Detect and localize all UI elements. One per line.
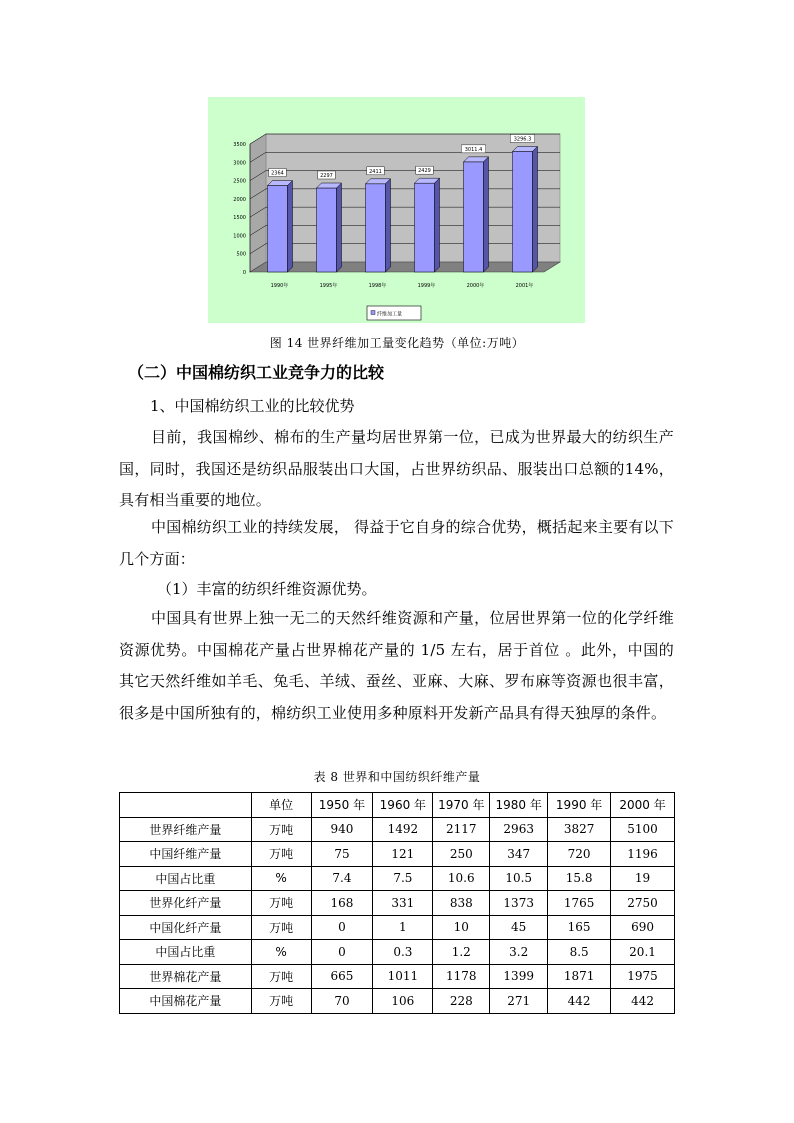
table-cell: 19	[611, 866, 675, 891]
x-tick-label: 1999年	[417, 283, 436, 289]
table-cell: 万吨	[251, 842, 311, 867]
table-cell: %	[251, 866, 311, 891]
table-row-label: 中国占比重	[120, 866, 252, 891]
table-row	[120, 989, 675, 1014]
table-row-label: 中国化纤产量	[120, 915, 252, 940]
table-header-cell: 1950 年	[311, 793, 373, 818]
table-header-cell: 1970 年	[433, 793, 490, 818]
table-cell: 106	[373, 989, 433, 1014]
table-cell: 10	[433, 915, 490, 940]
table-row-label: 世界棉花产量	[120, 964, 252, 989]
bar-side	[386, 179, 391, 272]
table-header-cell: 1980 年	[490, 793, 548, 818]
x-tick-label: 2001年	[515, 283, 534, 289]
table-cell: 347	[490, 842, 548, 867]
table-header-cell: 1960 年	[373, 793, 433, 818]
paragraph-1: 目前，我国棉纱、棉布的生产量均居世界第一位，已成为世界最大的纺织生产国，同时，我国还是纺织品服装出口大国，占世界纺织品、服装出口总额的14%，具有相当重要的地位。	[119, 428, 674, 509]
table-header-row	[120, 793, 675, 818]
paragraph-3: 中国具有世界上独一无二的天然纤维资源和产量，位居世界第一位的化学纤维资源优势。中国棉花产量占世界棉花产量的 1/5 左右，居于首位 。此外，中国的其它天然纤维如羊毛、兔毛、羊绒、蚕丝、亚麻、大麻、罗布麻等资源也很丰富，很多是中国所独有的，棉纺织工业使用多种原料开发新产品具有得天独厚的条件。	[119, 609, 674, 722]
table-cell: 20.1	[611, 940, 675, 965]
bar-front	[366, 184, 386, 272]
table-cell: 45	[490, 915, 548, 940]
legend-swatch	[371, 311, 375, 315]
table-cell: 万吨	[251, 817, 311, 842]
value-label: 3296.3	[513, 136, 532, 143]
bar-front	[415, 183, 435, 272]
bar-front	[464, 162, 484, 272]
table-caption: 表 8 世界和中国纺织纤维产量	[313, 770, 481, 784]
table-row	[120, 940, 675, 965]
bar-side	[435, 178, 440, 272]
bar	[268, 181, 293, 272]
table-header-cell: 单位	[251, 793, 311, 818]
bar	[513, 146, 538, 272]
table-cell: 万吨	[251, 964, 311, 989]
table-cell: 665	[311, 964, 373, 989]
table-cell: 万吨	[251, 891, 311, 916]
plot-side-wall	[250, 134, 266, 272]
table-cell: 331	[373, 891, 433, 916]
table-cell: 8.5	[548, 940, 611, 965]
table-cell: 75	[311, 842, 373, 867]
table-cell: 7.4	[311, 866, 373, 891]
table-cell: 2117	[433, 817, 490, 842]
table-cell: 442	[611, 989, 675, 1014]
value-label: 2297	[320, 172, 333, 179]
table-cell: 1011	[373, 964, 433, 989]
legend-label: 纤维加工量	[377, 311, 403, 318]
table-cell: 121	[373, 842, 433, 867]
bar-front	[317, 188, 337, 272]
table-row-label: 世界化纤产量	[120, 891, 252, 916]
table-cell: 228	[433, 989, 490, 1014]
chart-legend	[367, 306, 421, 320]
table-cell: 1765	[548, 891, 611, 916]
table-cell: 3827	[548, 817, 611, 842]
value-label: 2364	[271, 170, 284, 177]
table-header-cell	[120, 793, 252, 818]
x-tick-label: 1998年	[368, 283, 387, 289]
table-cell: 7.5	[373, 866, 433, 891]
fiber-production-table	[119, 792, 675, 1014]
table-cell: 3.2	[490, 940, 548, 965]
table-cell: 15.8	[548, 866, 611, 891]
table-cell: 1196	[611, 842, 675, 867]
bar-front	[513, 151, 533, 272]
table-cell: 1871	[548, 964, 611, 989]
table-row	[120, 842, 675, 867]
table-row-label: 中国纤维产量	[120, 842, 252, 867]
table-row	[120, 964, 675, 989]
table-row	[120, 817, 675, 842]
table-cell: 1399	[490, 964, 548, 989]
table-cell: %	[251, 940, 311, 965]
table-cell: 271	[490, 989, 548, 1014]
table-cell: 万吨	[251, 989, 311, 1014]
table-cell: 10.6	[433, 866, 490, 891]
table-body	[120, 793, 675, 1014]
table-row	[120, 891, 675, 916]
value-label: 2411	[369, 168, 382, 175]
table-row-label: 世界纤维产量	[120, 817, 252, 842]
value-label: 2429	[418, 168, 431, 175]
table-cell: 0	[311, 940, 373, 965]
table-row-label: 中国占比重	[120, 940, 252, 965]
x-tick-label: 1995年	[319, 283, 338, 289]
table-cell: 5100	[611, 817, 675, 842]
table-cell: 1975	[611, 964, 675, 989]
table-cell: 70	[311, 989, 373, 1014]
table-cell: 1492	[373, 817, 433, 842]
y-tick-label: 3000	[233, 160, 246, 167]
y-tick-label: 500	[236, 251, 246, 258]
table-cell: 10.5	[490, 866, 548, 891]
bar	[415, 178, 440, 272]
x-tick-label: 1990年	[270, 283, 289, 289]
table-cell: 2963	[490, 817, 548, 842]
table-cell: 940	[311, 817, 373, 842]
table-cell: 442	[548, 989, 611, 1014]
x-tick-label: 2000年	[466, 283, 485, 289]
figure-caption: 图 14 世界纤维加工量变化趋势（单位:万吨）	[269, 336, 525, 350]
value-label: 3011.4	[464, 146, 483, 153]
table-cell: 0	[311, 915, 373, 940]
list-item-1: （1）丰富的纺织纤维资源优势。	[157, 580, 377, 598]
table-cell: 690	[611, 915, 675, 940]
table-cell: 0.3	[373, 940, 433, 965]
paragraph-2: 中国棉纺织工业的持续发展， 得益于它自身的综合优势，概括起来主要有以下几个方面：	[119, 518, 674, 568]
bar-side	[484, 157, 489, 272]
table-cell: 1373	[490, 891, 548, 916]
table-header-cell: 2000 年	[611, 793, 675, 818]
y-tick-label: 1500	[233, 215, 246, 222]
y-tick-label: 2000	[233, 196, 246, 203]
table-cell: 720	[548, 842, 611, 867]
y-tick-label: 1000	[233, 233, 246, 240]
table-row	[120, 866, 675, 891]
bar	[464, 157, 489, 272]
section-heading: （二）中国棉纺织工业竞争力的比较	[128, 363, 385, 382]
chart-svg	[208, 97, 585, 323]
bar-side	[533, 146, 538, 272]
table-cell: 168	[311, 891, 373, 916]
y-tick-label: 0	[242, 270, 246, 276]
table-cell: 165	[548, 915, 611, 940]
table-cell: 1	[373, 915, 433, 940]
table-cell: 1.2	[433, 940, 490, 965]
bar-side	[288, 181, 293, 272]
table-cell: 838	[433, 891, 490, 916]
bar	[317, 183, 342, 272]
bar-side	[337, 183, 342, 272]
table-cell: 250	[433, 842, 490, 867]
table-row	[120, 915, 675, 940]
y-tick-label: 3500	[233, 142, 246, 148]
table-cell: 万吨	[251, 915, 311, 940]
table-row-label: 中国棉花产量	[120, 989, 252, 1014]
bar	[366, 179, 391, 272]
table-cell: 1178	[433, 964, 490, 989]
table-cell: 2750	[611, 891, 675, 916]
table-header-cell: 1990 年	[548, 793, 611, 818]
bar-front	[268, 186, 288, 272]
subsection-heading: 1、中国棉纺织工业的比较优势	[150, 397, 355, 415]
fiber-processing-chart	[208, 97, 585, 323]
y-tick-label: 2500	[233, 178, 246, 185]
